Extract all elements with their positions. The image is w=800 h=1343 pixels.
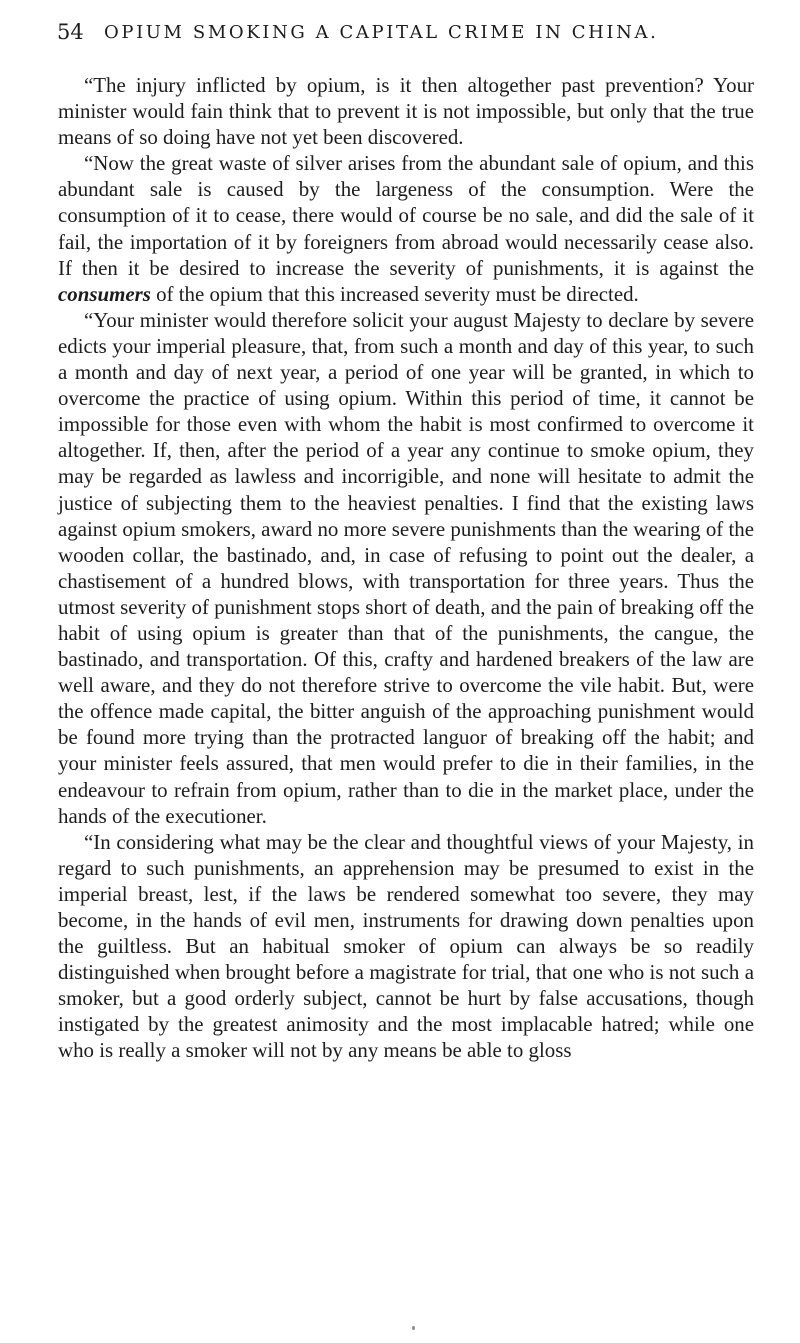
running-title: OPIUM SMOKING A CAPITAL CRIME IN CHINA. xyxy=(104,22,659,43)
paragraph xyxy=(58,150,754,307)
paragraph-text: “Now the great waste of silver arises from the abundant sale of opium, and this abundant sale is caused by the largeness of the consumption. Were the consumption of it to cease, there would of course be no sale, and did the sale of it fail, the importation of it by foreigners from abroad would necessarily cease also. If then it be desired to increase the severity of punishments, it is against the xyxy=(58,151,754,280)
print-speck xyxy=(412,1326,415,1330)
body-text xyxy=(58,72,754,1064)
paragraph-text: of the opium that this increased severity must be directed. xyxy=(156,281,639,306)
emphasized-word: consumers xyxy=(58,281,151,306)
running-head xyxy=(57,20,753,60)
page-number: 54 xyxy=(57,20,84,44)
paragraph: “The injury inflicted by opium, is it then altogether past prevention? Your minister would fain think that to prevent it is not impossible, but only that the true means of so doing have not yet been discovered. xyxy=(58,73,754,150)
paragraph: “In considering what may be the clear and thoughtful views of your Majesty, in regard to such punishments, an apprehension may be presumed to exist in the imperial breast, lest, if the laws be rendered somewhat too severe, they may become, in the hands of evil men, instruments for drawing down penalties upon the guiltless. But an habitual smoker of opium can always be so readily distinguished when brought before a magistrate for trial, that one who is not such a smoker, but a good orderly subject, cannot be hurt by false accusations, though instigated by the greatest animosity and the most implacable hatred; while one who is really a smoker will not by any means be able to gloss xyxy=(58,829,754,1063)
paragraph: “Your minister would therefore solicit your august Majesty to declare by severe edicts your imperial pleasure, that, from such a month and day of this year, to such a month and day of next year, a period of one year will be granted, in which to overcome the practice of using opium. Within this period of time, it cannot be impossible for those even with whom the habit is most confirmed to overcome it altogether. If, then, after the period of a year any continue to smoke opium, they may be regarded as lawless and incorrigible, and none will hesitate to admit the justice of subjecting them to the heaviest penalties. I find that the existing laws against opium smokers, award no more severe punishments than the wearing of the wooden collar, the bastinado, and, in case of refusing to point out the dealer, a chastisement of a hundred blows, with transportation for three years. Thus the utmost severity of punishment stops short of death, and the pain of breaking off the habit of using opium is greater than that of the punishments, the cangue, the bastinado, and transportation. Of this, crafty and hardened breakers of the law are well aware, and they do not therefore strive to overcome the vile habit. But, were the offence made capital, the bitter anguish of the approaching punishment would be found more trying than the protracted languor of breaking off the habit; and your minister feels assured, that men would prefer to die in their families, in the endeavour to refrain from opium, rather than to die in the market place, under the hands of the executioner. xyxy=(58,307,754,828)
